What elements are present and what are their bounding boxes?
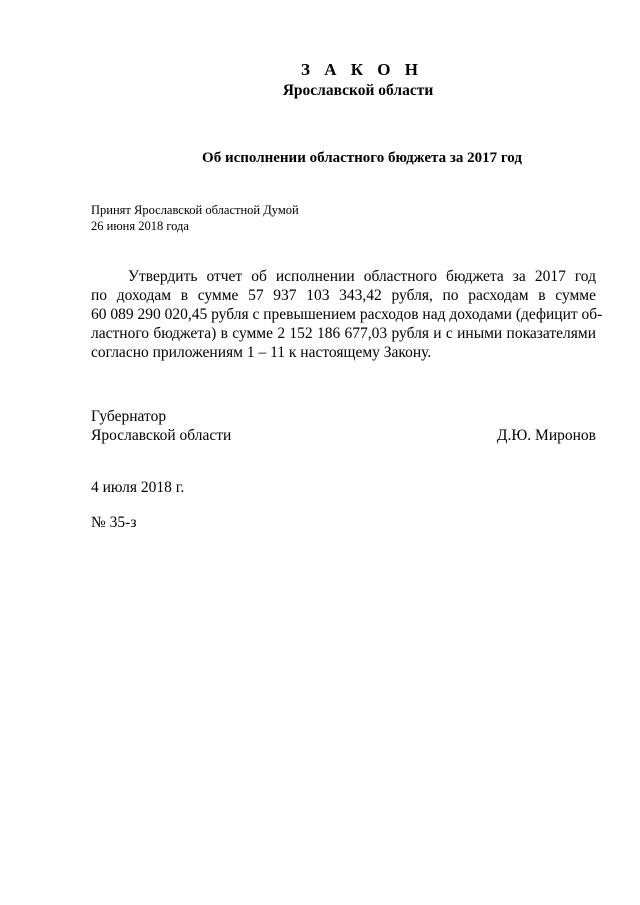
body-line: по доходам в сумме 57 937 103 343,42 рубля, по расходам в сумме [91, 287, 596, 304]
adoption-date: 26 июня 2018 года [91, 219, 189, 233]
law-subject: Об исполнении областного бюджета за 2017 год [202, 150, 522, 166]
body-line: Утвердить отчет об исполнении областного бюджета за 2017 год [128, 268, 596, 285]
signature-row-1 [91, 407, 596, 426]
signatory-region: Ярославской области [91, 427, 232, 444]
adoption-info [91, 202, 299, 234]
body-line: согласно приложениям 1 – 11 к настоящему Закону. [91, 344, 432, 361]
signatory-title: Губернатор [91, 408, 167, 425]
body-line: 60 089 290 020,45 рубля с превышением расходов над доходами (дефицит об- [91, 306, 603, 323]
law-number: № 35-з [91, 514, 137, 531]
law-title: З А К О Н [300, 60, 424, 79]
signature-block [91, 407, 596, 445]
law-body [91, 267, 603, 362]
body-line: ластного бюджета) в сумме 2 152 186 677,03 рубля и с иными показателями [91, 325, 596, 342]
signatory-name: Д.Ю. Миронов [496, 427, 596, 444]
signing-date: 4 июля 2018 г. [91, 479, 185, 496]
law-region: Ярославской области [282, 82, 434, 99]
signature-row-2 [91, 426, 596, 445]
adoption-body: Принят Ярославской областной Думой [91, 203, 299, 217]
